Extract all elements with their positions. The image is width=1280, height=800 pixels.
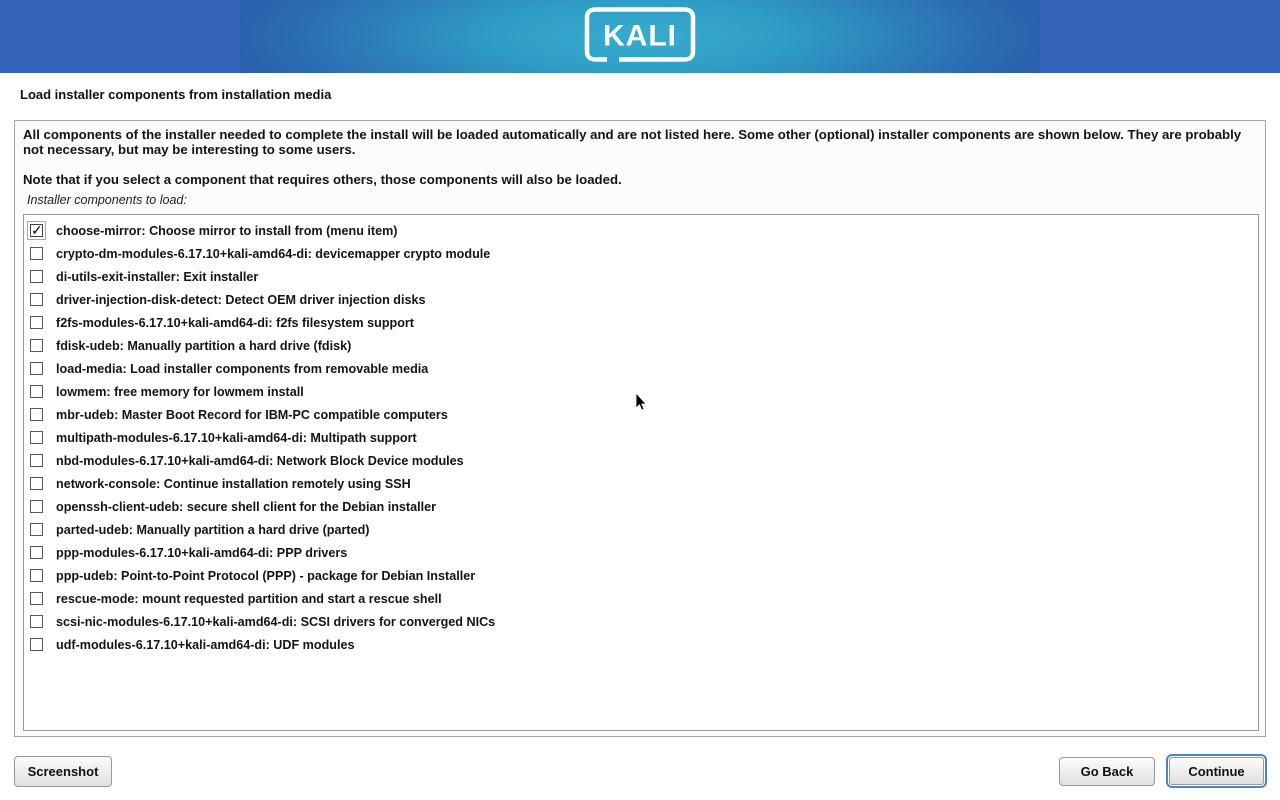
checkbox-unchecked-icon[interactable] [30, 523, 43, 536]
checkbox-unchecked-icon[interactable] [30, 477, 43, 490]
component-row[interactable] [24, 288, 1258, 311]
checkbox-unchecked-icon[interactable] [30, 385, 43, 398]
content-frame [14, 120, 1266, 737]
component-label: openssh-client-udeb: secure shell client for the Debian installer [56, 499, 436, 514]
component-label: ppp-udeb: Point-to-Point Protocol (PPP) - package for Debian Installer [56, 568, 476, 583]
page-title: Load installer components from installation media [20, 87, 332, 102]
component-label: parted-udeb: Manually partition a hard drive (parted) [56, 522, 370, 537]
kali-logo-text: KALI [603, 19, 677, 52]
checkbox-unchecked-icon[interactable] [30, 408, 43, 421]
component-label: scsi-nic-modules-6.17.10+kali-amd64-di: SCSI drivers for converged NICs [56, 614, 496, 629]
component-row[interactable] [24, 633, 1258, 656]
checkbox-unchecked-icon[interactable] [30, 247, 43, 260]
components-list[interactable] [23, 214, 1259, 731]
checkbox-unchecked-icon[interactable] [30, 615, 43, 628]
kali-logo-icon [582, 4, 698, 69]
component-row[interactable] [24, 587, 1258, 610]
component-label: rescue-mode: mount requested partition and start a rescue shell [56, 591, 442, 606]
component-row[interactable] [24, 449, 1258, 472]
component-label: load-media: Load installer components from removable media [56, 361, 429, 376]
component-row[interactable] [24, 426, 1258, 449]
component-label: ppp-modules-6.17.10+kali-amd64-di: PPP drivers [56, 545, 348, 560]
component-row[interactable] [24, 472, 1258, 495]
screenshot-button[interactable]: Screenshot [14, 756, 112, 787]
component-row[interactable] [24, 265, 1258, 288]
checkbox-unchecked-icon[interactable] [30, 546, 43, 559]
component-row[interactable] [24, 334, 1258, 357]
component-row[interactable] [24, 219, 1258, 242]
checkbox-unchecked-icon[interactable] [30, 316, 43, 329]
component-label: nbd-modules-6.17.10+kali-amd64-di: Network Block Device modules [56, 453, 464, 468]
component-label: multipath-modules-6.17.10+kali-amd64-di: Multipath support [56, 430, 417, 445]
component-label: network-console: Continue installation remotely using SSH [56, 476, 411, 491]
component-row[interactable] [24, 242, 1258, 265]
checkbox-unchecked-icon[interactable] [30, 339, 43, 352]
component-label: choose-mirror: Choose mirror to install from (menu item) [56, 223, 398, 238]
continue-button[interactable]: Continue [1169, 757, 1264, 785]
component-label: fdisk-udeb: Manually partition a hard drive (fdisk) [56, 338, 352, 353]
component-row[interactable] [24, 610, 1258, 633]
checkbox-unchecked-icon[interactable] [30, 500, 43, 513]
checkbox-unchecked-icon[interactable] [30, 592, 43, 605]
component-row[interactable] [24, 311, 1258, 334]
component-row[interactable] [24, 380, 1258, 403]
checkbox-unchecked-icon[interactable] [30, 569, 43, 582]
checkbox-unchecked-icon[interactable] [30, 362, 43, 375]
component-label: f2fs-modules-6.17.10+kali-amd64-di: f2fs filesystem support [56, 315, 414, 330]
component-label: mbr-udeb: Master Boot Record for IBM-PC compatible computers [56, 407, 448, 422]
intro-paragraph-2: Note that if you select a component that requires others, those components will also be loaded. [23, 172, 622, 187]
component-label: crypto-dm-modules-6.17.10+kali-amd64-di: devicemapper crypto module [56, 246, 491, 261]
component-row[interactable] [24, 495, 1258, 518]
component-row[interactable] [24, 518, 1258, 541]
checkbox-checked-icon[interactable] [30, 224, 43, 237]
checkbox-unchecked-icon[interactable] [30, 638, 43, 651]
checkbox-unchecked-icon[interactable] [30, 431, 43, 444]
installer-header-banner [0, 0, 1280, 73]
go-back-button[interactable]: Go Back [1059, 757, 1155, 786]
component-row[interactable] [24, 357, 1258, 380]
checkbox-unchecked-icon[interactable] [30, 270, 43, 283]
component-label: di-utils-exit-installer: Exit installer [56, 269, 259, 284]
checkbox-unchecked-icon[interactable] [30, 454, 43, 467]
intro-paragraph-1: All components of the installer needed to complete the install will be loaded automatically and are not listed here. Some other (optional) installer components are shown below. They are probably not necessary, but may be interesting to some users. [23, 127, 1242, 157]
component-row[interactable] [24, 541, 1258, 564]
continue-button-focus-ring [1166, 754, 1267, 788]
component-label: driver-injection-disk-detect: Detect OEM driver injection disks [56, 292, 426, 307]
components-list-label: Installer components to load: [27, 193, 187, 207]
component-label: udf-modules-6.17.10+kali-amd64-di: UDF modules [56, 637, 355, 652]
component-row[interactable] [24, 564, 1258, 587]
component-label: lowmem: free memory for lowmem install [56, 384, 304, 399]
checkbox-unchecked-icon[interactable] [30, 293, 43, 306]
component-row[interactable] [24, 403, 1258, 426]
